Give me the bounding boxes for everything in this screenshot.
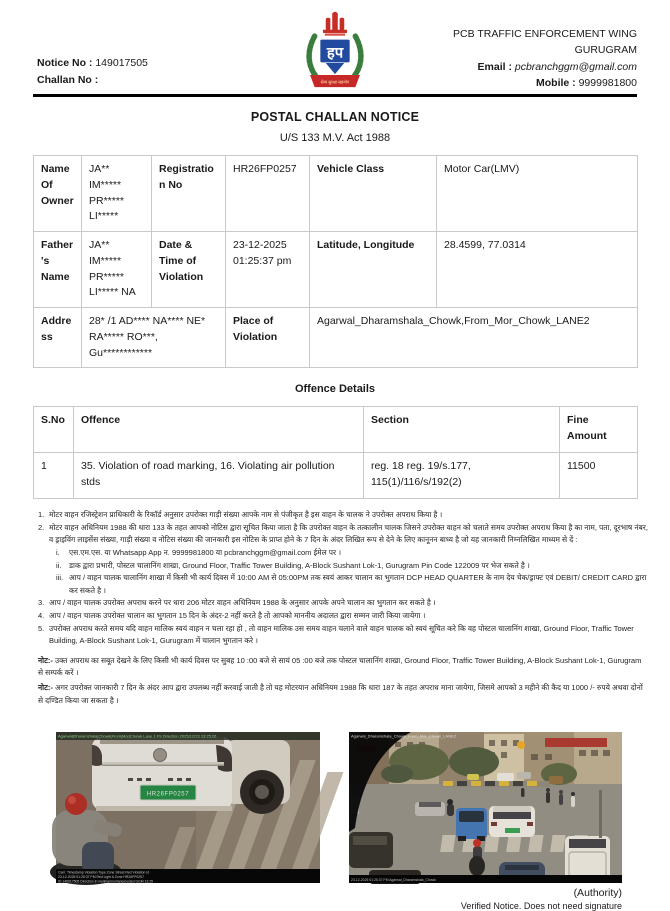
offence-table-header — [34, 407, 638, 453]
email-value: pcbranchggm@gmail.com — [514, 60, 637, 73]
org-name-line1: PCB TRAFFIC ENFORCEMENT WING — [453, 28, 637, 40]
camera-title-overlay: Agarwal_Dharamshala_Chowk_From_Mor_Chowk_LANE2 — [351, 733, 456, 739]
instruction-item: 3. आप / वाहन चालक उपरोक्त अपराध करने पर धारा 206 मोटर वाहन अधिनियम 1988 के अनुसार आपके अपने चालान का भुगतान कर सकते है । — [38, 598, 436, 608]
registration-value: HR26FP0257 — [226, 156, 310, 232]
instruction-item: 5. उपरोक्त अपराध करते समय यदि वाहन मालिक स्वयं वाहन न चला रहा हो , तो वाहन मालिक उस समय वाहन चलाने वाले वाहन चालक को स्वयं सूचित करे कि वह पोस्टल चालानिंग शाखा, Ground Floor, Traffic Tower Building, A-Block Sushant Lok-1, Gurugram में चालान भुगतान करे । — [38, 623, 634, 646]
address-value: 28* /1 AD**** NA**** NE* RA***** RO***, Gu************ — [82, 308, 226, 368]
verified-notice-text: Verified Notice. Does not need signature — [460, 901, 622, 911]
notice-no-label: Notice No : — [37, 57, 93, 70]
table-row — [34, 232, 638, 308]
svg-text:Cam: Timestamp Violation Typ: Cam: Timestamp Violation Type Zone Street Red Violation Id — [58, 870, 150, 875]
mobile-label: Mobile : — [536, 76, 576, 89]
offence-description: 35. Violation of road marking, 16. Violating air pollution stds — [74, 453, 364, 499]
note-item: नोट:- अगर उपरोक्त जानकारी 7 दिन के अंदर आप द्वारा उपलब्ध नहीं करवाई जाती है तो यह मोटरयान अधिनियम 1988 कि धारा 187 के तहत अपराध माना जायेगा, जिसमे आपको 3 महीने की कैद या 1000 /- रुपये अथवा दोनों से दण्डित किया जा सकता है । — [38, 682, 643, 705]
offence-details-heading: Offence Details — [294, 383, 376, 396]
evidence-photo-intersection — [349, 732, 622, 883]
col-section: Section — [364, 407, 560, 453]
authority-signature: (Authority) — [573, 887, 622, 900]
col-offence: Offence — [74, 407, 364, 453]
logo-ribbon-text: सेवा सुरक्षा सहयोग — [320, 79, 350, 85]
footer — [0, 887, 622, 911]
instruction-item: 2. मोटर वाहन अधिनियम 1988 की धारा 133 के तहत आपको नोटिस द्वारा सूचित किया जाता है कि उपरोक्त वाहन के तत्कालीन चालक जिसने उपरोक्त वाहन को चलाते समय उपरोक्त अपराध किया है का नाम, पता, दूरभाष नंबर, व ड्राइविंग लाइसेंस संख्या, गाड़ी संख्या व नोटिस संख्या की जानकारी इस नोटिस के प्राप्त होने के 7 दिन के अंदर लिखित रूप से देने के लिए कानूनन बाध्य है जो यह जानकारी निम्नलिखित माध्यम से दें : — [38, 522, 648, 545]
logo-text: हप — [326, 45, 344, 62]
page-title: POSTAL CHALLAN NOTICE — [250, 110, 420, 124]
table-row — [34, 156, 638, 232]
instruction-subitem: iii. आप / वाहन चालक चालानिंग शाखा में किसी भी कार्य दिवस में 10:00 AM से 05:00PM तक स्वयं आकर चालान का भुगतान DCP HEAD QUARTER के नाम देय चेक/ड्राफ्ट एवं DEBIT/ CREDIT CARD द्वारा कर सकते है । — [56, 573, 647, 595]
address-label: Address — [34, 308, 82, 368]
datetime-label: Date & Time of Violation — [152, 232, 226, 308]
license-plate-text: HR26FP0257 — [146, 791, 190, 798]
note-item: नोट:- उक्त अपराध का सबूत देखने के लिए किसी भी कार्य दिवस पर सुबह 10 :00 बजे से सायं 05 :00 बजे तक पोस्टल चालानिंग शाखा, Ground Floor, Traffic Tower Building, A-Block Sushant Lok-1, Gurugram से सम्पर्क करें । — [38, 655, 642, 678]
vehicle-class-value: Motor Car(LMV) — [437, 156, 638, 232]
datetime-value: 23-12-2025 01:25:37 pm — [226, 232, 310, 308]
father-name-value: JA** IM***** PR***** LI***** NA — [82, 232, 152, 308]
header — [33, 0, 637, 97]
challan-no-label: Challan No : — [37, 73, 99, 86]
legal-instructions — [38, 509, 648, 718]
latlong-value: 28.4599, 77.0314 — [437, 232, 638, 308]
registration-label: Registration No — [152, 156, 226, 232]
owner-label: Name Of Owner — [34, 156, 82, 232]
org-contact-block — [453, 26, 637, 91]
offence-fine-amount: 11500 — [560, 453, 638, 499]
haryana-police-logo — [298, 8, 372, 99]
instruction-item: 1. मोटर वाहन रजिस्ट्रेशन प्राधिकारी के रिकॉर्ड अनुसार उपरोक्त गाड़ी संख्या आपके नाम से पंजीकृत है इस वाहन के चालक ने उपरोक्त अपराध किया है । — [38, 510, 443, 520]
svg-text:23-12-2025 01:25:37 PM Agarw: 23-12-2025 01:25:37 PM Agarwal_Dharamshala_Chowk — [351, 878, 436, 883]
vehicle-class-label: Vehicle Class — [310, 156, 437, 232]
offence-law-section: reg. 18 reg. 19/s.177, 115(1)/116/s/192(2) — [364, 453, 560, 499]
place-label: Place of Violation — [226, 308, 310, 368]
org-name-line2: GURUGRAM — [574, 44, 637, 57]
father-name-label: Father's Name — [34, 232, 82, 308]
col-fine: Fine Amount — [560, 407, 638, 453]
vehicle-details-table — [33, 155, 638, 368]
instruction-subitem: i. एस.एम.एस. या Whatsapp App न. 9999981800 या pcbranchggm@gmail.com ईमेल पर । — [56, 548, 342, 558]
notice-no-value: 149017505 — [95, 57, 148, 70]
instruction-subitem: ii. डाक द्वारा प्रभारी, पोस्टल चालानिंग शाखा, Ground Floor, Traffic Tower Building, A-Block Sushant Lok-1, Gurugram Pin Code 122009 पर भेज सकते है । — [56, 560, 530, 570]
notes-block — [38, 655, 648, 707]
svg-text:ID 149017505 Direction In: ID 149017505 Direction In my/img/mor/lane/posted GGM 13:25 — [58, 879, 153, 884]
email-label: Email : — [477, 60, 512, 73]
camera-title-overlay: Agarwal|Dharamshala|Chowk|From|Mor|Chowk Lane 1 FS Direction 2025/12/23 13:25:26 — [58, 733, 217, 739]
place-value: Agarwal_Dharamshala_Chowk,From_Mor_Chowk_LANE2 — [310, 308, 638, 368]
offence-table — [33, 406, 638, 499]
evidence-photos — [56, 732, 670, 883]
offence-row — [34, 453, 638, 499]
police-emblem-icon — [298, 8, 372, 94]
evidence-photo-vehicle-closeup — [56, 732, 320, 883]
table-row — [34, 308, 638, 368]
latlong-label: Latitude, Longitude — [310, 232, 437, 308]
svg-text:23-12-2025 01:25:37 PM Red L: 23-12-2025 01:25:37 PM Red Light A Zone HR26FP0257 — [58, 875, 144, 880]
owner-value: JA** IM***** PR***** LI***** — [82, 156, 152, 232]
offence-sno: 1 — [34, 453, 74, 499]
instruction-item: 4. आप / वाहन चालक उपरोक्त चालान का भुगतान 15 दिन के अंदर-2 नहीं करते है तो आपको माननीय अदालत द्वारा सम्मन जारी किया जायेगा । — [38, 611, 426, 620]
col-sno: S.No — [34, 407, 74, 453]
notice-number-block — [37, 55, 148, 88]
mobile-value: 9999981800 — [578, 76, 637, 89]
page-subtitle: U/S 133 M.V. Act 1988 — [279, 132, 391, 144]
